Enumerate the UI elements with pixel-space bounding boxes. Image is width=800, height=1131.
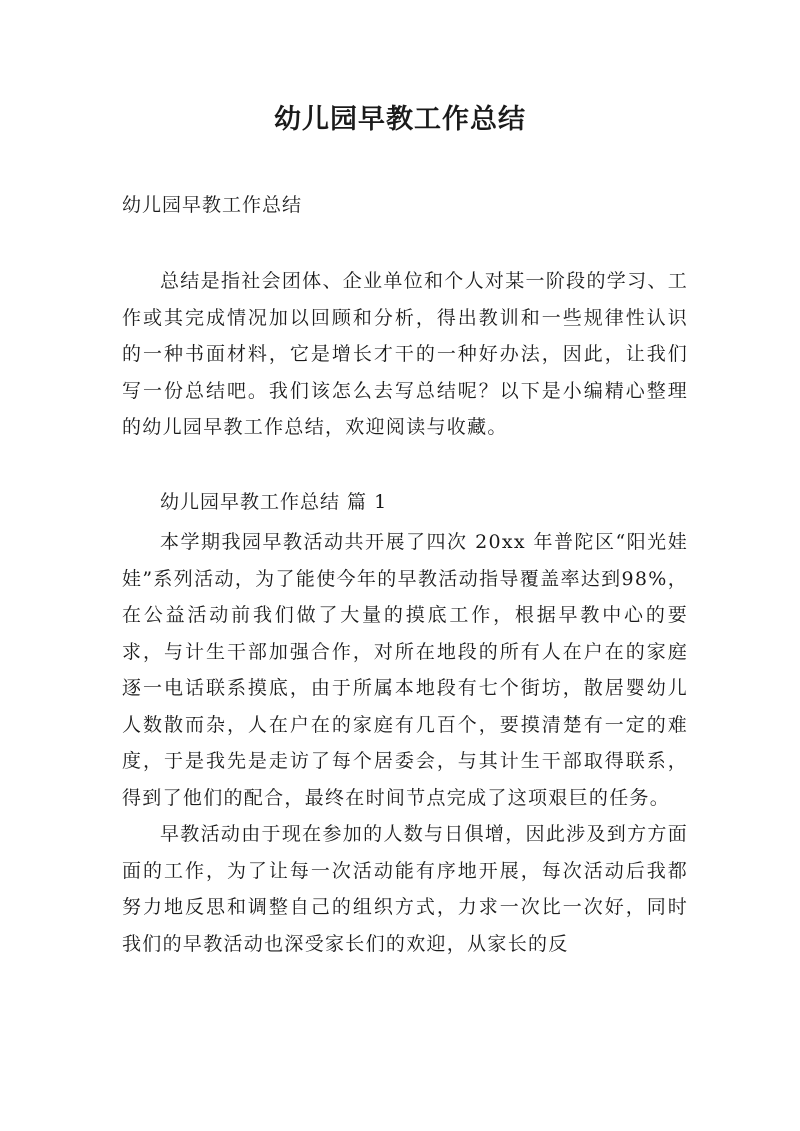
paragraph-2: 早教活动由于现在参加的人数与日俱增，因此涉及到方方面面的工作，为了让每一次活动能有序地开展，每次活动后我都努力地反思和调整自己的组织方式，力求一次比一次好，同时我们的早教活动也深受家长们的欢迎，从家长的反: [122, 823, 688, 955]
intro-section: [122, 263, 688, 446]
section-body: [122, 524, 688, 962]
section-heading: 幼儿园早教工作总结 篇 1: [160, 491, 388, 513]
document-subtitle: 幼儿园早教工作总结: [122, 194, 303, 216]
paragraph-1: 本学期我园早教活动共开展了四次 20xx 年普陀区“阳光娃娃”系列活动，为了能使今年的早教活动指导覆盖率达到98%，在公益活动前我们做了大量的摸底工作，根据早教中心的要求，与计生干部加强合作，对所在地段的所有人在户在的家庭逐一电话联系摸底，由于所属本地段有七个街坊，散居婴幼儿人数散而杂，人在户在的家庭有几百个，要摸清楚有一定的难度，于是我先是走访了每个居委会，与其计生干部取得联系，得到了他们的配合，最终在时间节点完成了这项艰巨的任务。: [122, 531, 688, 809]
document-title: 幼儿园早教工作总结: [274, 104, 526, 135]
intro-paragraph: 总结是指社会团体、企业单位和个人对某一阶段的学习、工作或其完成情况加以回顾和分析，得出教训和一些规律性认识的一种书面材料，它是增长才干的一种好办法，因此，让我们写一份总结吧。我们该怎么去写总结呢？以下是小编精心整理的幼儿园早教工作总结，欢迎阅读与收藏。: [122, 270, 688, 438]
